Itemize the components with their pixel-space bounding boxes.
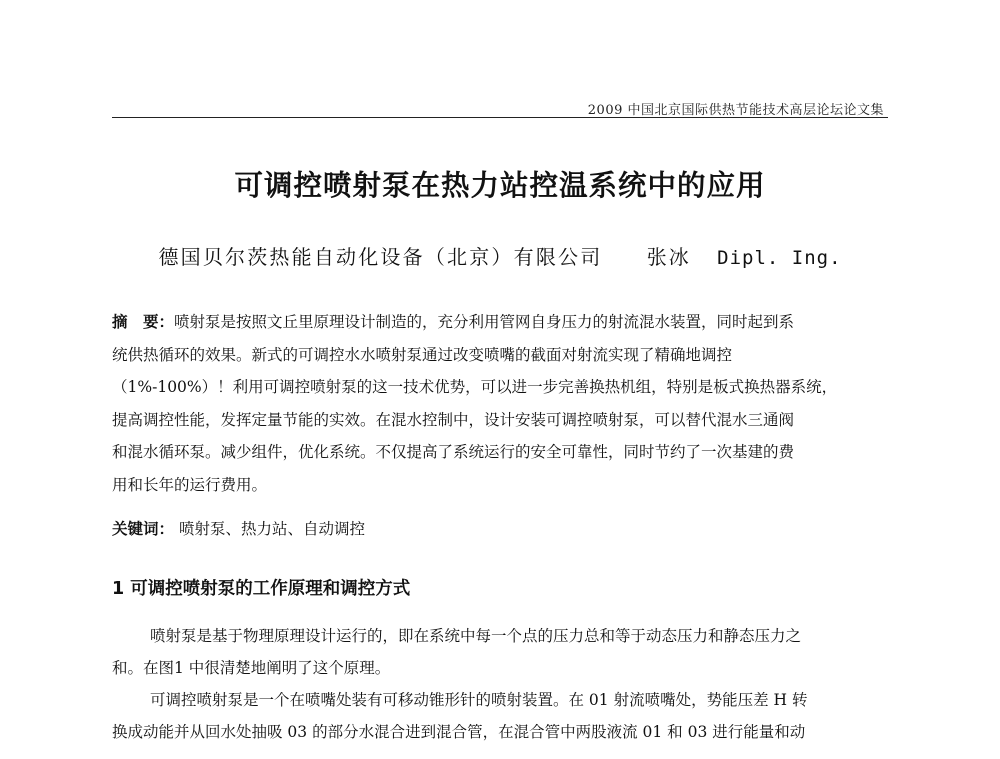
body-line: 可调控喷射泵是一个在喷嘴处装有可移动锥形针的喷射装置。在 01 射流喷嘴处，势能压差 H 转 — [150, 691, 808, 709]
keywords-value: 喷射泵、热力站、自动调控 — [178, 520, 365, 538]
abstract-line: 提高调控性能，发挥定量节能的实效。在混水控制中，设计安装可调控喷射泵，可以替代混水三通阀 — [112, 410, 795, 429]
abstract-line: 用和长年的运行费用。 — [112, 475, 268, 494]
abstract-text: 喷射泵是按照文丘里原理设计制造的，充分利用管网自身压力的射流混水装置，同时起到系 — [174, 313, 795, 331]
abstract-line: 和混水循环泵。减少组件，优化系统。不仅提高了系统运行的安全可靠性，同时节约了一次基建的费 — [112, 443, 795, 461]
header-rule — [112, 117, 888, 118]
abstract-line: 统供热循环的效果。新式的可调控水水喷射泵通过改变喷嘴的截面对射流实现了精确地调控 — [112, 345, 733, 364]
body-line: 和。在图1 中很清楚地阐明了这个原理。 — [112, 659, 391, 677]
running-header: 2009 中国北京国际供热节能技术高层论坛论文集 — [587, 103, 884, 118]
author-degree: Dipl. Ing. — [717, 247, 842, 269]
paper-title: 可调控喷射泵在热力站控温系统中的应用 — [234, 169, 766, 202]
author-organization: 德国贝尔茨热能自动化设备（北京）有限公司 — [158, 245, 603, 269]
abstract-label: 摘 要： — [112, 313, 175, 331]
body-line: 换成动能并从回水处抽吸 03 的部分水混合进到混合管，在混合管中两股液流 01 和 03 进行能量和动 — [112, 723, 806, 741]
abstract-line — [112, 306, 890, 339]
section-body — [112, 620, 890, 748]
abstract-line: （1%-100%）！利用可调控喷射泵的这一技术优势，可以进一步完善换热机组，特别是板式换热器系统， — [112, 378, 838, 396]
keywords — [112, 516, 365, 542]
author-line — [112, 244, 888, 271]
abstract — [112, 306, 890, 501]
body-line: 喷射泵是基于物理原理设计运行的，即在系统中每一个点的压力总和等于动态压力和静态压力之 — [150, 627, 802, 645]
section-heading: 1 可调控喷射泵的工作原理和调控方式 — [112, 579, 411, 599]
author-name: 张冰 — [646, 245, 691, 269]
keywords-label: 关键词： — [112, 520, 175, 538]
